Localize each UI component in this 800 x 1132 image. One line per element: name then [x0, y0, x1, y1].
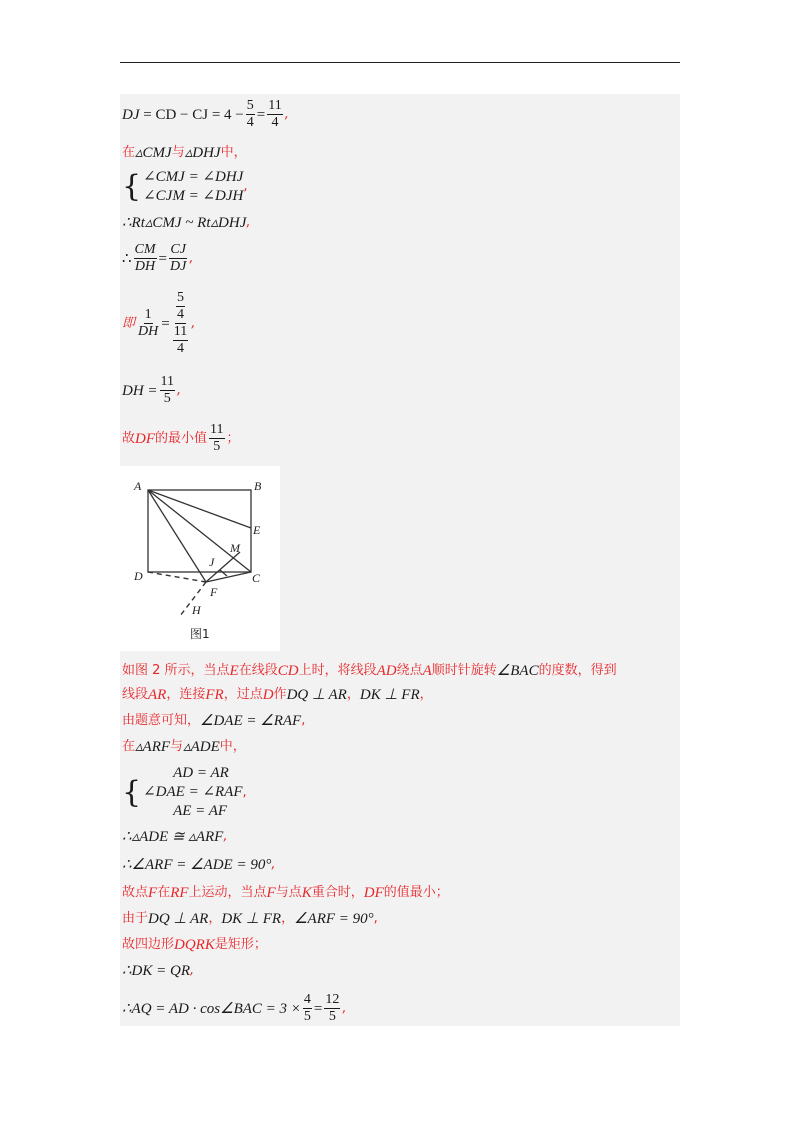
eq-aq: ∴AQ = AD · cos∠BAC = 3 × $\frac{4}{5}$ = $\frac{12}{5}$ , [122, 992, 347, 1024]
point-a-label: A [134, 479, 142, 493]
min-value-conclusion: 故 DF 的最小值 $\frac{11}{5}$ ； [122, 422, 240, 454]
point-c-label: C [252, 571, 261, 585]
point-b-label: B [254, 479, 262, 493]
right-angle-eq: ∴∠ARF = ∠ADE = 90° , [122, 857, 276, 873]
geometry-diagram [120, 466, 280, 651]
para-rotation-2: 线段 AR ，连接 FR ，过点 D 作 DQ ⊥ AR ， DK ⊥ FR ， [122, 687, 433, 703]
eq-dh: DH = $\frac{11}{5}$ , [122, 374, 182, 406]
ratio-eq: ∴ $\frac{CM}{DH}$ = $\frac{CJ}{DJ}$ , [122, 242, 194, 274]
rectangle-conclusion: 故四边形 DQRK 是矩形； [122, 937, 267, 953]
geometry-figure-1 [120, 466, 280, 651]
triangle-intro-2: 在 ▵ARF 与 ▵ADE 中， [122, 739, 246, 755]
para-rotation-1: 如图 2 所示，当点 E 在线段 CD 上时，将线段 AD 绕点 A 顺时针旋转 ∠BAC 的度数，得到 [122, 663, 617, 679]
ratio-substituted: 即 $\frac{1}{DH}$ = $\frac{\frac{5}{4}}{\frac{11}{4}}$ , [122, 290, 196, 356]
point-f-label: F [210, 585, 218, 599]
triangle-intro: 在 ▵CMJ 与 ▵DHJ 中， [122, 145, 247, 161]
perpendicular-facts: 由于 DQ ⊥ AR ， DK ⊥ FR ， ∠ARF = 90° , [122, 911, 378, 927]
eq-dj: DJ = CD − CJ = 4 − $\frac{5}{4}$ = $\frac{11}{4}$ , [122, 98, 289, 130]
point-e-label: E [253, 523, 261, 537]
para-min-condition: 故点 F 在 RF 上运动，当点 F 与点 K 重合时， DF 的值最小； [122, 885, 449, 901]
angle-system-1: { ∠CMJ = ∠DHJ ∠CJM = ∠DJH , [122, 169, 248, 204]
point-m-label: M [230, 541, 240, 555]
angle-equality: 由题意可知， ∠DAE = ∠RAF , [122, 713, 306, 729]
figure-caption: 图1 [190, 627, 210, 641]
solution-panel [120, 94, 680, 1026]
point-j-label: J [209, 555, 215, 569]
point-h-label: H [192, 603, 201, 617]
congruence-system: { AD = AR ∠DAE = ∠RAF AE = AF , [122, 765, 247, 819]
similar-triangles: ∴Rt▵CMJ ~ Rt▵DHJ , [122, 215, 251, 231]
congruent-triangles: ∴▵ADE ≅ ▵ARF , [122, 829, 228, 845]
header-rule [120, 62, 680, 63]
point-d-label: D [134, 569, 143, 583]
eq-dk-qr: ∴DK = QR , [122, 963, 195, 979]
